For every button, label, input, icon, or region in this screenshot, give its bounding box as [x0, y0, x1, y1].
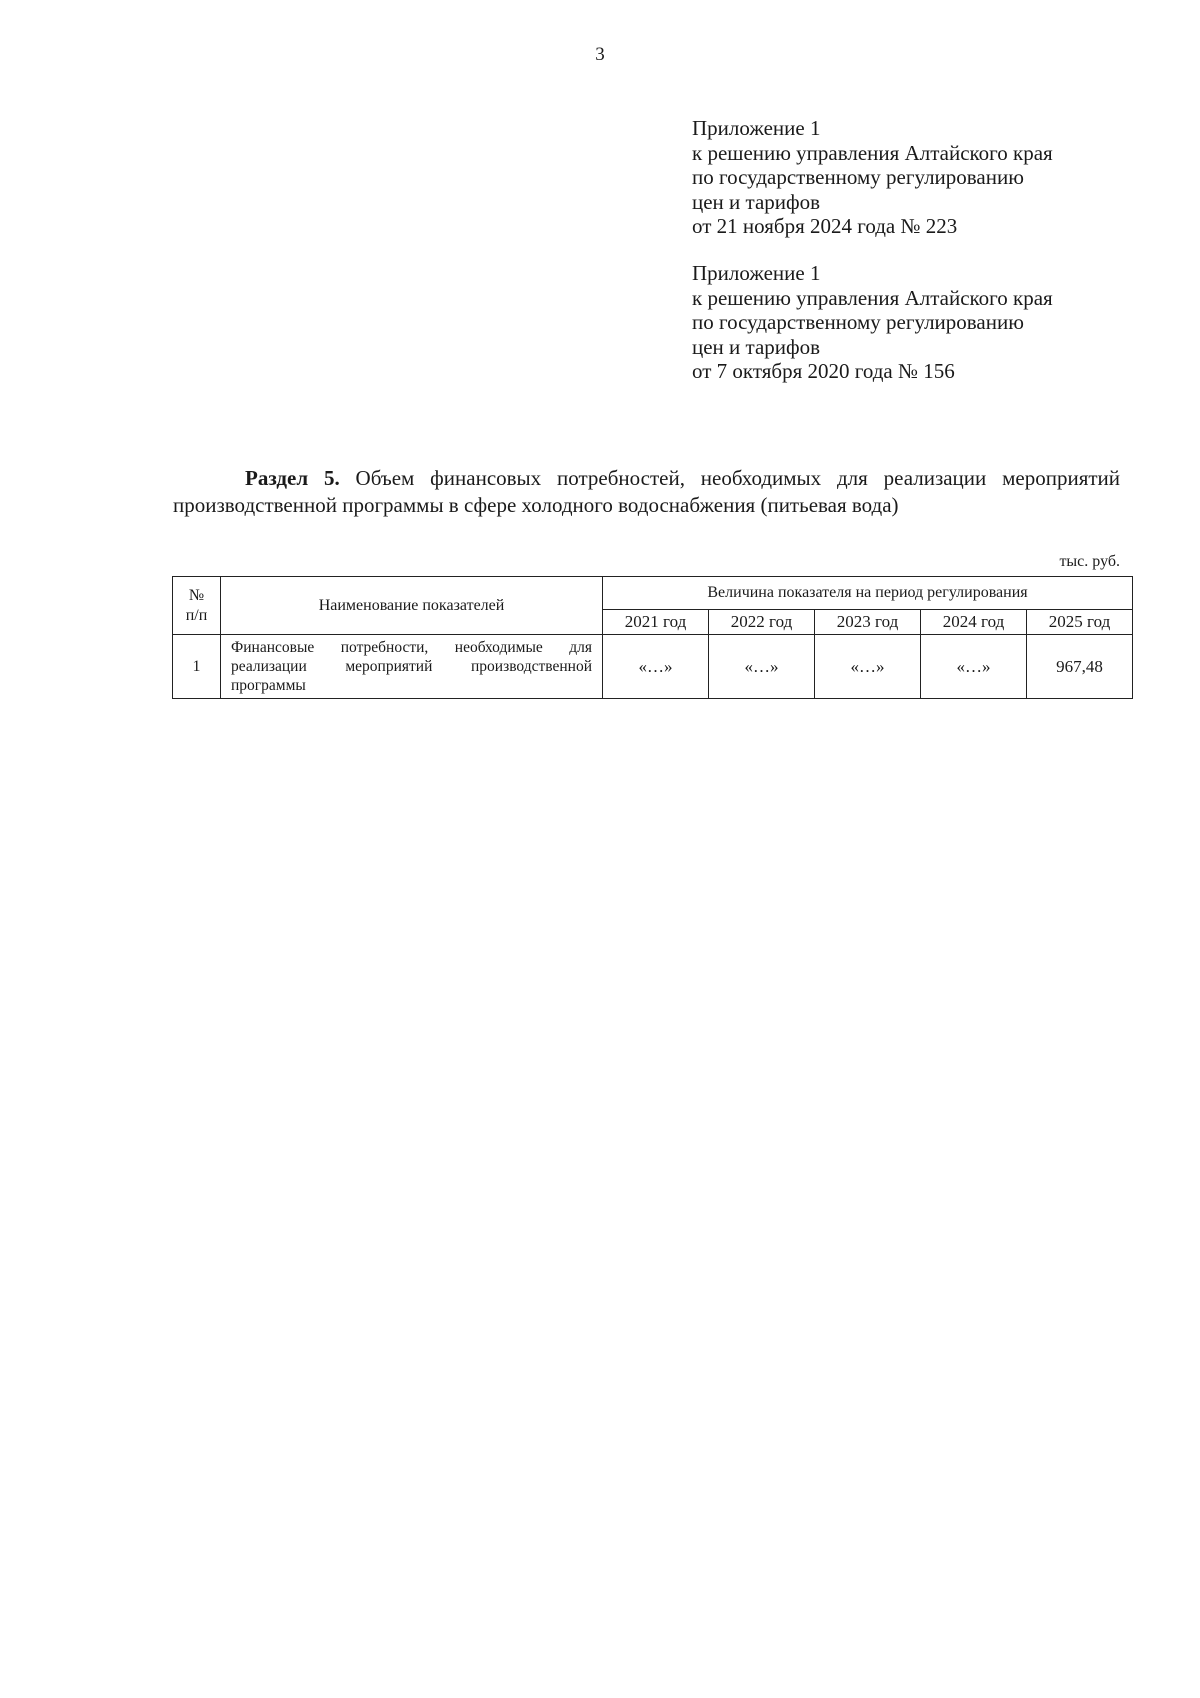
section-label: Раздел 5. — [245, 466, 340, 490]
appendix-line: цен и тарифов — [692, 189, 821, 214]
section-text: Объем финансовых потребностей, необходимых для реализации мероприятий производственной программы в сфере холодного водоснабжения (питьевая вода) — [173, 466, 1121, 517]
appendix-line: Приложение 1 — [692, 116, 821, 140]
header-year: 2023 год — [815, 610, 921, 635]
header-number-abbr: п/п — [185, 606, 208, 624]
page-number: 3 — [595, 44, 605, 65]
appendix-current — [692, 116, 1053, 239]
header-year: 2025 год — [1027, 610, 1133, 635]
header-period: Величина показателя на период регулирования — [603, 577, 1133, 610]
row-value: 967,48 — [1027, 635, 1133, 699]
table-row — [173, 635, 1133, 699]
appendix-line: от 7 октября 2020 года № 156 — [692, 359, 955, 383]
row-value: «…» — [709, 635, 815, 699]
row-value: «…» — [921, 635, 1027, 699]
appendix-line: по государственному регулированию — [692, 310, 1024, 334]
appendix-line: цен и тарифов — [692, 334, 821, 359]
header-year: 2022 год — [709, 610, 815, 635]
appendix-line: к решению управления Алтайского края — [692, 140, 1053, 165]
appendix-line: к решению управления Алтайского края — [692, 285, 1053, 310]
header-year: 2024 год — [921, 610, 1027, 635]
appendix-line: от 21 ноября 2024 года № 223 — [692, 214, 958, 238]
header-name: Наименование показателей — [221, 577, 603, 635]
appendix-line: Приложение 1 — [692, 261, 821, 285]
header-number — [173, 577, 221, 635]
header-number-sign: № — [188, 586, 205, 604]
row-number: 1 — [173, 635, 221, 699]
header-year: 2021 год — [603, 610, 709, 635]
units-label: тыс. руб. — [1059, 553, 1120, 570]
appendix-line: по государственному регулированию — [692, 165, 1024, 189]
row-name: Финансовые потребности, необходимые для реализации мероприятий производственной программы — [221, 635, 603, 699]
table-header-row — [173, 577, 1133, 610]
section-heading — [173, 465, 1120, 519]
financial-needs-table — [172, 576, 1133, 699]
row-value: «…» — [603, 635, 709, 699]
appendix-previous — [692, 261, 1053, 384]
row-value: «…» — [815, 635, 921, 699]
